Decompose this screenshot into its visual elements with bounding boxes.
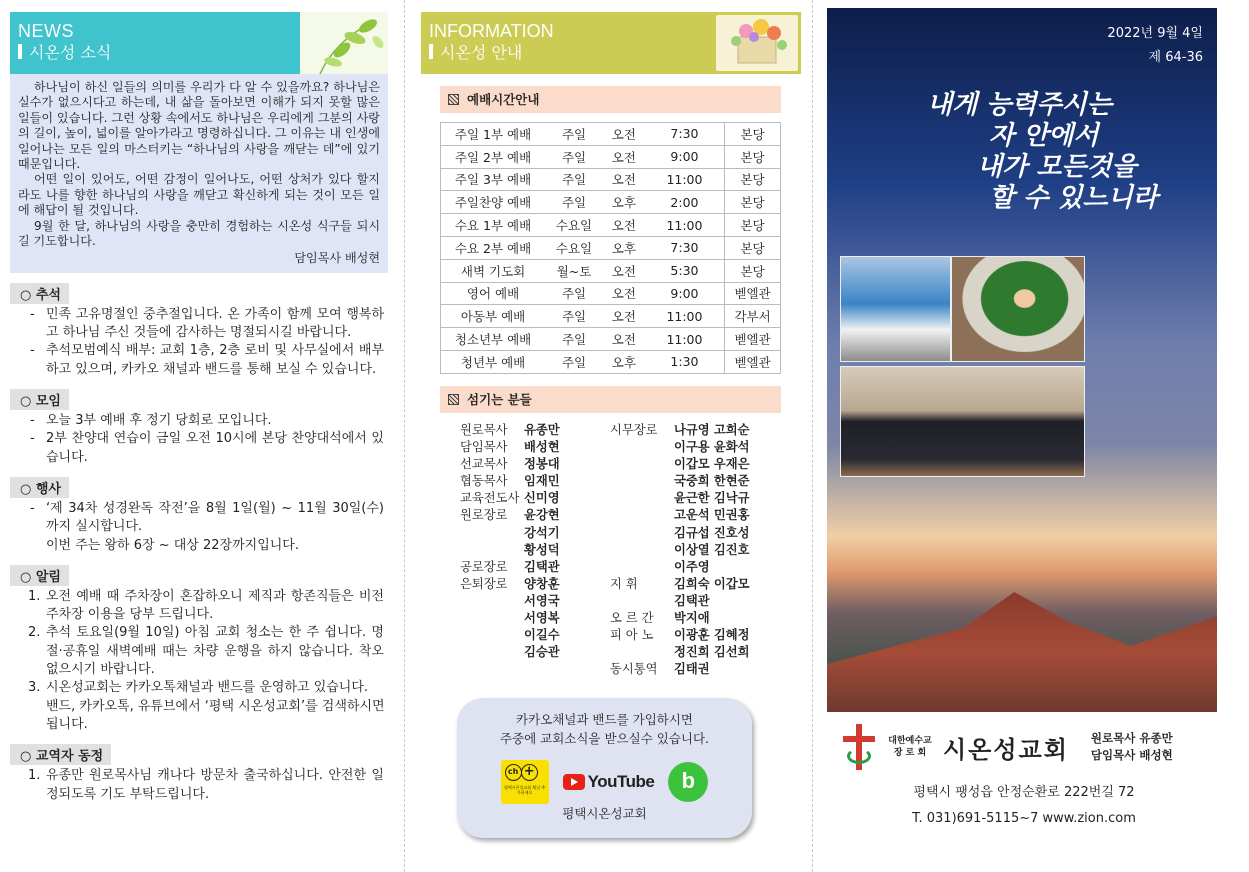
- staff-row: [610, 473, 750, 490]
- staff-role: 담임목사: [460, 440, 508, 455]
- staff-name: 이갑모 우재은: [674, 457, 750, 472]
- staff-row: [610, 576, 750, 593]
- staff-row: [610, 507, 750, 524]
- staff-header: [440, 386, 781, 413]
- sns-account-name: 평택시온성교회: [562, 806, 647, 821]
- list-item: 2. 추석 토요일(9월 10일) 아침 교회 청소는 한 주 쉽니다. 명절·공휴일 새벽예배 때는 차량 운행을 하지 않습니다. 착오 없으시기 바랍니다.: [28, 625, 384, 678]
- staff-role: [460, 593, 524, 610]
- staff-row: [460, 456, 560, 473]
- table-cell: 영어 예배: [441, 282, 546, 305]
- table-cell: 오전: [603, 168, 645, 191]
- table-cell: 주일: [545, 168, 603, 191]
- table-cell: 주일: [545, 305, 603, 328]
- table-cell: 수요일: [545, 236, 603, 259]
- staff-role: [610, 473, 674, 490]
- title-bar-icon: [429, 44, 433, 59]
- staff-name: 양창훈: [524, 576, 560, 591]
- staff-row: [610, 490, 750, 507]
- message-paragraph: 어떤 일이 있어도, 어떤 감정이 일어나도, 어떤 상처가 있다 할지라도 나를 향한 하나님의 사랑을 깨닫고 확신하게 되는 것이 모든 일에 해답이 될 것입니다.: [18, 172, 380, 218]
- staff-name: 정진희 김선희: [674, 645, 750, 660]
- staff-row: [460, 644, 560, 661]
- table-cell: 주일: [545, 145, 603, 168]
- table-cell: 수요 2부 예배: [441, 236, 546, 259]
- staff-name: 배성현: [524, 440, 560, 455]
- staff-name: 강석기: [524, 525, 560, 540]
- staff-row: [610, 610, 750, 627]
- staff-name: 이길수: [524, 628, 560, 643]
- flower-illustration: [716, 15, 798, 71]
- table-cell: 오전: [603, 123, 645, 146]
- info-header: [421, 12, 801, 74]
- news-section: [10, 389, 388, 467]
- staff-name: 김승관: [524, 645, 560, 660]
- table-cell: 9:00: [645, 145, 725, 168]
- info-title-ko: 시온성 안내: [440, 43, 523, 62]
- verse-line: 내가 모든것을: [977, 152, 1137, 182]
- staff-row: [460, 422, 560, 439]
- table-cell: 7:30: [645, 236, 725, 259]
- choir-photo: [840, 256, 951, 362]
- denomination: 대한예수교 장 로 회: [888, 736, 932, 758]
- table-cell: 오후: [603, 236, 645, 259]
- staff-name: 서영복: [524, 611, 560, 626]
- news-section: [10, 744, 388, 804]
- staff-name: 국중희 한현준: [674, 474, 750, 489]
- pastor-preaching-photo: [951, 256, 1085, 362]
- table-cell: 벧엘관: [725, 328, 781, 351]
- staff-list-right: [610, 422, 750, 678]
- table-row: [441, 168, 781, 191]
- table-row: [441, 191, 781, 214]
- list-item: - 오늘 3부 예배 후 정기 당회로 모입니다.: [30, 413, 272, 429]
- table-cell: 11:00: [645, 305, 725, 328]
- info-title-en: INFORMATION: [429, 21, 554, 41]
- table-cell: 월~토: [545, 259, 603, 282]
- table-cell: 오후: [603, 191, 645, 214]
- staff-row: [460, 610, 560, 627]
- table-cell: 오전: [603, 305, 645, 328]
- staff-role: [460, 542, 524, 559]
- table-cell: 청소년부 예배: [441, 328, 546, 351]
- table-cell: 오전: [603, 145, 645, 168]
- staff-row: [610, 542, 750, 559]
- staff-role: [610, 507, 674, 524]
- staff-name: 황성덕: [524, 542, 560, 557]
- news-section: [10, 477, 388, 555]
- staff-row: [460, 627, 560, 644]
- table-cell: 본당: [725, 191, 781, 214]
- staff-name: 서영국: [524, 593, 560, 608]
- table-cell: 각부서: [725, 305, 781, 328]
- staff-name: 김택관: [524, 559, 560, 574]
- table-cell: 주일찬양 예배: [441, 191, 546, 214]
- staff-name: 이상열 김진호: [674, 542, 750, 557]
- staff-role: 원로목사: [460, 423, 508, 437]
- table-row: [441, 328, 781, 351]
- table-cell: 주일: [545, 328, 603, 351]
- staff-name: 고운석 민권홍: [674, 508, 750, 523]
- staff-name: 신미영: [524, 491, 560, 506]
- church-identity: [843, 722, 1208, 772]
- staff-row: [610, 422, 750, 439]
- hatched-square-icon: [448, 394, 459, 405]
- list-item: 1. 유종만 원로목사님 캐나다 방문차 출국하십니다. 안전한 일정되도록 기도 부탁드립니다.: [28, 768, 384, 802]
- table-cell: 본당: [725, 168, 781, 191]
- hatched-square-icon: [448, 94, 459, 105]
- table-cell: 11:00: [645, 328, 725, 351]
- message-paragraph: 9월 한 달, 하나님의 사랑을 충만히 경험하는 시온성 식구들 되시길 기도합니다.: [18, 218, 380, 249]
- staff-role: [610, 593, 674, 610]
- church-building-image: [827, 592, 1217, 712]
- section-title: ○ 추석: [10, 283, 69, 304]
- staff-role: 오 르 간: [610, 611, 654, 626]
- staff-row: [460, 576, 560, 593]
- table-cell: 11:00: [645, 214, 725, 237]
- youtube-logo[interactable]: [563, 772, 655, 792]
- bulletin-date: 2022년 9월 4일: [1107, 26, 1203, 41]
- staff-row: [460, 559, 560, 576]
- table-cell: 오후: [603, 350, 645, 373]
- section-title: ○ 행사: [10, 477, 69, 498]
- staff-row: [460, 542, 560, 559]
- table-cell: 새벽 기도회: [441, 259, 546, 282]
- staff-name: 윤강현: [524, 508, 560, 523]
- section-title: ○ 교역자 동정: [10, 744, 111, 765]
- list-item: - ‘제 34차 성경완독 작전’을 8월 1일(월) ~ 11월 30일(수)까지 실시합니다.: [30, 500, 384, 535]
- news-section: [10, 565, 388, 734]
- news-title-en: NEWS: [18, 21, 74, 41]
- staff-row: [460, 507, 560, 524]
- table-row: [441, 305, 781, 328]
- staff-role: [460, 525, 524, 542]
- table-cell: 본당: [725, 214, 781, 237]
- staff-row: [460, 473, 560, 490]
- table-cell: 주일 3부 예배: [441, 168, 546, 191]
- issue-number: 제 64-36: [1148, 50, 1203, 65]
- table-cell: 2:00: [645, 191, 725, 214]
- table-cell: 주일: [545, 350, 603, 373]
- list-item: - 민족 고유명절인 중추절입니다. 온 가족이 함께 모여 행복하고 하나님 주신 것들에 감사하는 명절되시길 바랍니다.: [30, 306, 384, 341]
- staff-role: [610, 456, 674, 473]
- staff-name: 김희숙 이갑모: [674, 576, 750, 591]
- list-item: 1. 오전 예배 때 주차장이 혼잡하오니 제직과 항존직들은 비전 주차장 이용을 당부 드립니다.: [28, 588, 384, 623]
- table-row: [441, 145, 781, 168]
- staff-row: [610, 456, 750, 473]
- news-section: [10, 283, 388, 379]
- staff-row: [610, 661, 750, 678]
- leaf-illustration: [300, 12, 388, 74]
- staff-row: [460, 490, 560, 507]
- band-app-icon[interactable]: b: [668, 762, 708, 802]
- section-title: ○ 모임: [10, 389, 69, 410]
- table-cell: 수요 1부 예배: [441, 214, 546, 237]
- pastor-message: [10, 74, 388, 273]
- staff-row: [610, 644, 750, 661]
- table-cell: 5:30: [645, 259, 725, 282]
- staff-title: 섬기는 분들: [467, 392, 532, 407]
- verse-line: 자 안에서: [989, 121, 1099, 151]
- staff-row: [610, 559, 750, 576]
- news-sections: [10, 283, 388, 804]
- title-bar-icon: [18, 44, 22, 59]
- congregation-group-photo: [840, 366, 1085, 477]
- list-item-note: 밴드, 카카오톡, 유튜브에서 ‘평택 시온성교회’를 검색하시면 됩니다.: [46, 698, 385, 732]
- staff-name: 정봉대: [524, 457, 560, 472]
- table-cell: 주일 2부 예배: [441, 145, 546, 168]
- table-cell: 수요일: [545, 214, 603, 237]
- schedule-header: [440, 86, 781, 113]
- worship-schedule-table: [440, 122, 781, 374]
- staff-role: [460, 644, 524, 661]
- church-cross-logo-icon: [843, 724, 875, 770]
- staff-name: 윤근한 김낙규: [674, 491, 750, 506]
- staff-role: [610, 525, 674, 542]
- sns-info-line: 카카오채널과 밴드를 가입하시면: [516, 712, 693, 727]
- cover-image: [827, 8, 1217, 712]
- staff-name: 임재민: [524, 474, 560, 489]
- table-cell: 9:00: [645, 282, 725, 305]
- staff-role: 동시통역: [610, 662, 658, 677]
- staff-row: [460, 525, 560, 542]
- staff-name: 김택관: [674, 593, 710, 608]
- list-item: - 추석모범예식 배부: 교회 1층, 2층 로비 및 사무실에서 배부하고 있으며, 카카오 채널과 밴드를 통해 보실 수 있습니다.: [30, 343, 384, 377]
- table-cell: 오전: [603, 328, 645, 351]
- staff-role: [460, 610, 524, 627]
- staff-row: [610, 525, 750, 542]
- staff-role: 은퇴장로: [460, 576, 508, 591]
- table-cell: 본당: [725, 123, 781, 146]
- table-cell: 주일: [545, 123, 603, 146]
- staff-name: 이광훈 김혜정: [674, 628, 750, 643]
- table-cell: 벧엘관: [725, 350, 781, 373]
- sns-info-box: [457, 698, 752, 838]
- table-cell: 주일 1부 예배: [441, 123, 546, 146]
- youtube-label: YouTube: [587, 772, 655, 791]
- news-column: [10, 12, 388, 804]
- table-cell: 아동부 예배: [441, 305, 546, 328]
- staff-role: [610, 644, 674, 661]
- table-cell: 11:00: [645, 168, 725, 191]
- cover-verse: [927, 90, 1158, 214]
- staff-name: 이구용 윤화석: [674, 440, 750, 455]
- staff-role: [610, 559, 674, 576]
- church-name: 시온성교회: [943, 734, 1069, 764]
- staff-role: [610, 542, 674, 559]
- staff-row: [460, 439, 560, 456]
- staff-row: [610, 627, 750, 644]
- fold-divider: [812, 0, 813, 872]
- channel-caption: 평택시온성교회 채널 추가하세요: [504, 785, 546, 795]
- table-cell: 1:30: [645, 350, 725, 373]
- table-row: [441, 123, 781, 146]
- staff-role: 선교목사: [460, 457, 508, 472]
- table-cell: 7:30: [645, 123, 725, 146]
- table-row: [441, 282, 781, 305]
- verse-line: 할 수 있느니라: [989, 183, 1158, 213]
- table-cell: 주일: [545, 282, 603, 305]
- church-contact: [830, 780, 1218, 832]
- list-item: 3. 시온성교회는 카카오톡채널과 밴드를 운영하고 있습니다.: [28, 680, 369, 696]
- staff-role: [610, 490, 674, 507]
- table-row: [441, 350, 781, 373]
- youtube-play-icon: [563, 774, 585, 790]
- message-signature: 담임목사 배성현: [294, 251, 380, 266]
- staff-role: 지 휘: [610, 576, 638, 591]
- staff-role: 시무장로: [610, 423, 658, 437]
- staff-role: 협동목사: [460, 474, 508, 489]
- table-cell: 본당: [725, 259, 781, 282]
- table-cell: 벧엘관: [725, 282, 781, 305]
- pastor-names: 원로목사 유종만 담임목사 배성현: [1090, 731, 1173, 762]
- news-header: [10, 12, 388, 74]
- table-cell: 주일: [545, 191, 603, 214]
- staff-role: 원로장로: [460, 508, 508, 523]
- staff-list-left: [460, 422, 560, 661]
- list-item-note: 이번 주는 왕하 6장 ~ 대상 22장까지입니다.: [46, 537, 300, 553]
- staff-row: [460, 593, 560, 610]
- church-address: 평택시 팽성읍 안정순환로 222번길 72: [913, 785, 1135, 800]
- table-row: [441, 214, 781, 237]
- staff-row: [610, 593, 750, 610]
- table-row: [441, 259, 781, 282]
- staff-row: [610, 439, 750, 456]
- news-title-ko: 시온성 소식: [29, 43, 112, 62]
- staff-name: 김규섭 진호성: [674, 525, 750, 540]
- sns-info-line: 주중에 교회소식을 받으실수 있습니다.: [499, 731, 710, 746]
- table-cell: 본당: [725, 145, 781, 168]
- table-cell: 본당: [725, 236, 781, 259]
- info-column: [421, 12, 801, 821]
- staff-role: 교육전도사: [460, 491, 520, 506]
- list-item: - 2부 찬양대 연습이 금일 오전 10시에 본당 찬양대석에서 있습니다.: [30, 431, 384, 465]
- table-cell: 오전: [603, 214, 645, 237]
- kakao-channel-icon[interactable]: ch + 평택시온성교회 채널 추가하세요: [501, 760, 549, 804]
- staff-name: 이주영: [674, 559, 710, 574]
- schedule-title: 예배시간안내: [467, 92, 540, 107]
- verse-line: 내게 능력주시는: [927, 90, 1112, 120]
- section-title: ○ 알림: [10, 565, 69, 586]
- table-cell: 오전: [603, 259, 645, 282]
- fold-divider: [404, 0, 405, 872]
- table-cell: 오전: [603, 282, 645, 305]
- staff-name: 김태권: [674, 662, 710, 677]
- staff-role: 피 아 노: [610, 628, 654, 643]
- staff-role: [610, 439, 674, 456]
- staff-name: 나규영 고희순: [674, 423, 750, 437]
- staff-role: [460, 627, 524, 644]
- table-row: [441, 236, 781, 259]
- message-paragraph: 하나님이 하신 일들의 의미를 우리가 다 알 수 있을까요? 하나님은 실수가 없으시다고 하는데, 내 삶을 돌아보면 이해가 되지 못할 많은 일들이 있습니다. 그런 상황 속에서도 하나님은 우리에게 그분의 사랑의 길이, 높이, 넓이를 알아가라고 명령하십니다. 그 이유는 내 인생에 일어나는 모든 일의 마스터키는 “하나님의 사랑을 깨닫는 데”에 있기 때문입니다.: [18, 80, 380, 172]
- church-phone-web: T. 031)691-5115~7 www.zion.com: [912, 811, 1136, 826]
- table-cell: 청년부 예배: [441, 350, 546, 373]
- staff-name: 박지애: [674, 611, 710, 626]
- staff-role: 공로장로: [460, 559, 508, 574]
- staff-name: 유종만: [524, 423, 560, 437]
